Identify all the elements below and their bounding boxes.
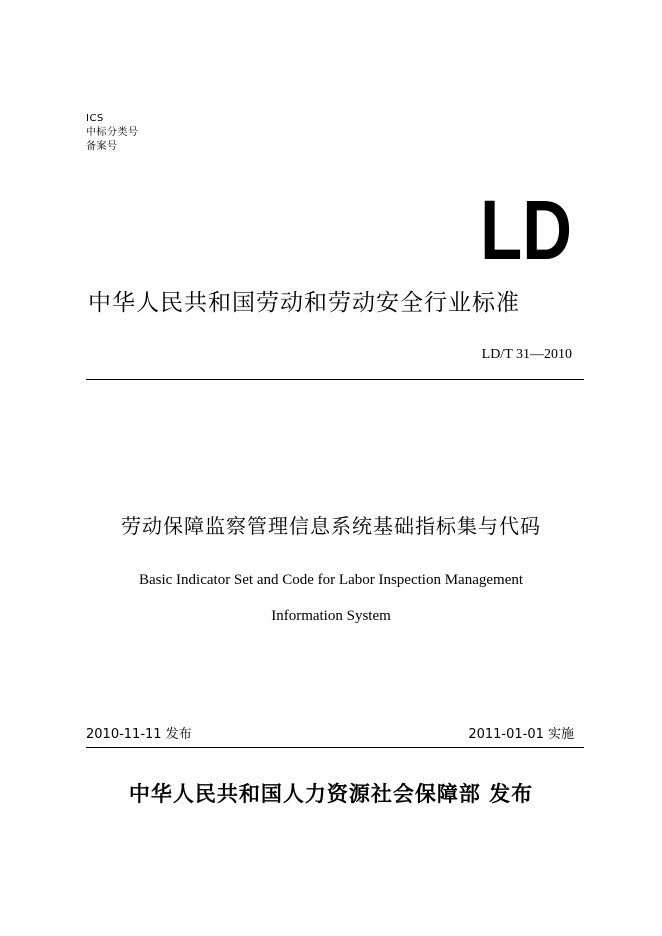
- standard-mark: LD: [480, 183, 572, 277]
- issue-date: 2010-11-11 发布: [86, 727, 192, 742]
- record-number-label: 备案号: [86, 141, 118, 152]
- standard-category: 中华人民共和国劳动和劳动安全行业标准: [88, 290, 520, 316]
- bottom-divider: [86, 747, 584, 748]
- title-english-line2: Information System: [271, 608, 391, 624]
- class-number-label: 中标分类号: [86, 127, 139, 138]
- standard-number: LD/T 31—2010: [481, 347, 572, 362]
- top-divider: [86, 379, 584, 380]
- title-chinese: 劳动保障监察管理信息系统基础指标集与代码: [121, 514, 541, 538]
- ics-label: ICS: [86, 113, 104, 124]
- meta-block: [86, 112, 139, 154]
- title-english-line1: Basic Indicator Set and Code for Labor Inspection Management: [138, 572, 524, 588]
- implementation-date: 2011-01-01 实施: [468, 727, 574, 742]
- publisher: 中华人民共和国人力资源社会保障部 发布: [128, 781, 534, 806]
